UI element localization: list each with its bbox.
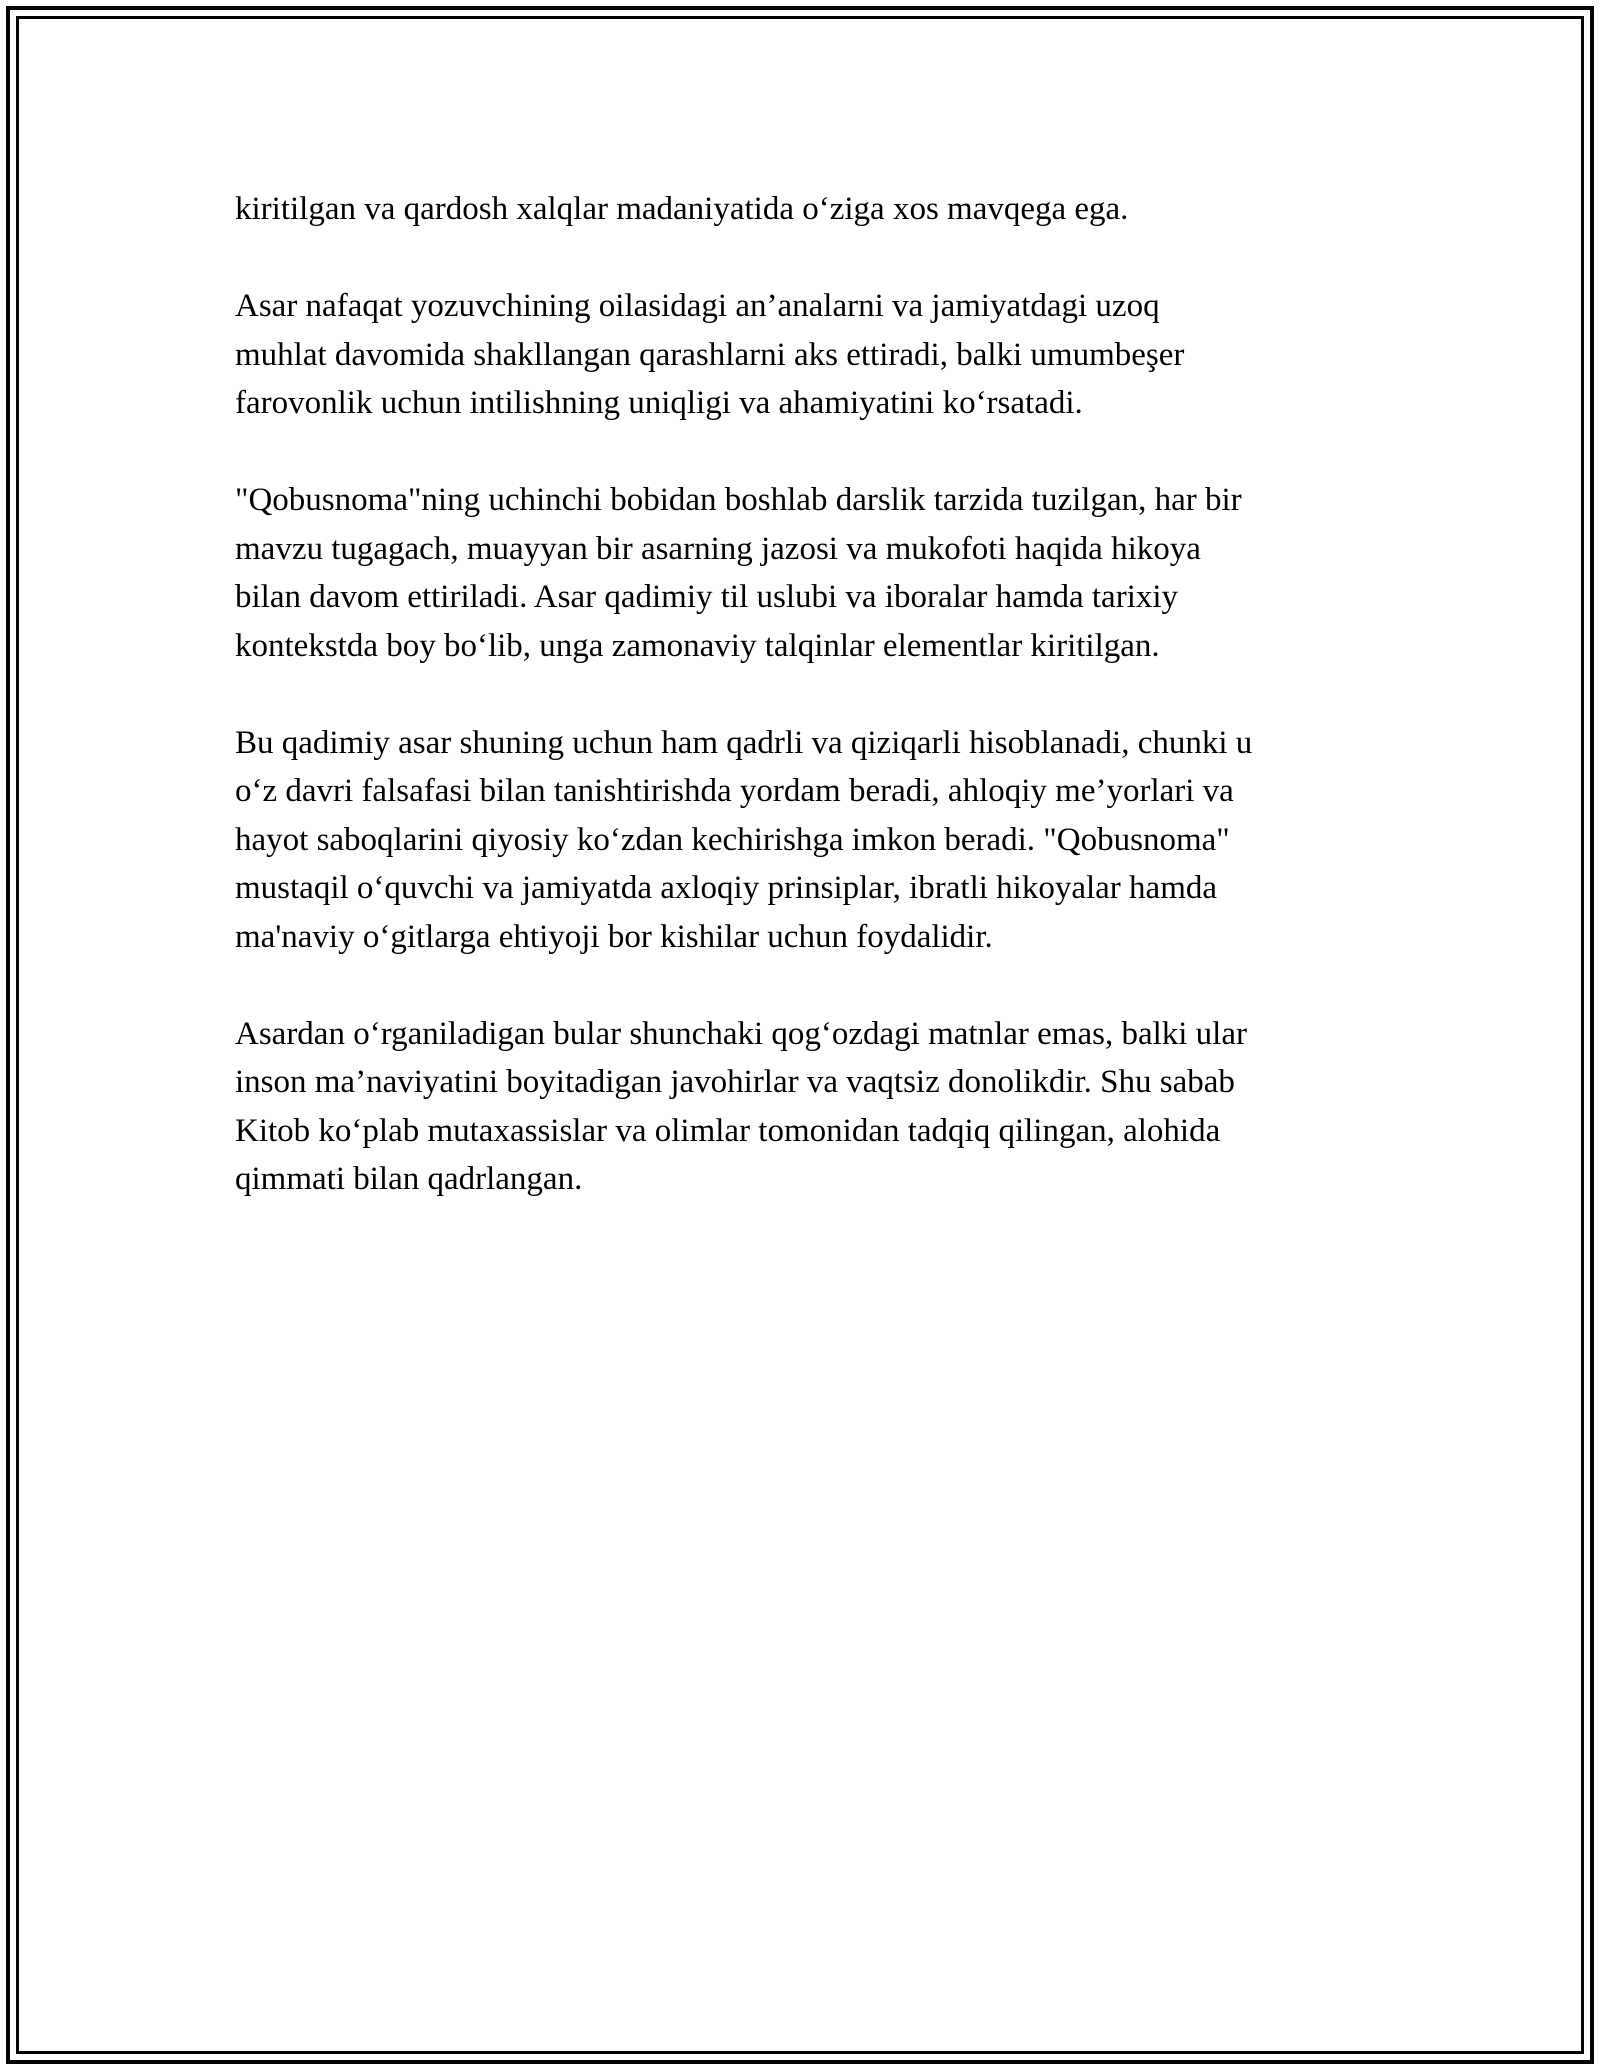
text-line: inson ma’naviyatini boyitadigan javohirlar va vaqtsiz donolikdir. Shu sabab (235, 1064, 1235, 1100)
text-line: kiritilgan va qardosh xalqlar madaniyatida o‘ziga xos mavqega ega. (235, 191, 1129, 227)
text-line: mustaqil o‘quvchi va jamiyatda axloqiy prinsiplar, ibratli hikoyalar hamda (235, 870, 1218, 906)
text-line: qimmati bilan qadrlangan. (235, 1161, 583, 1197)
document-body (235, 185, 1385, 1252)
text-line: farovonlik uchun intilishning uniqligi va ahamiyatini ko‘rsatadi. (235, 385, 1083, 421)
paragraph-1 (235, 185, 1385, 234)
text-line: Asardan o‘rganiladigan bular shunchaki qog‘ozdagi matnlar emas, balki ular (235, 1015, 1247, 1052)
paragraph-3 (235, 476, 1385, 670)
text-line: o‘z davri falsafasi bilan tanishtirishda yordam beradi, ahloqiy me’yorlari va (235, 773, 1234, 809)
paragraph-2 (235, 282, 1385, 428)
text-line: ma'naviy o‘gitlarga ehtiyoji bor kishilar uchun foydalidir. (235, 918, 993, 955)
text-line: Asar nafaqat yozuvchining oilasidagi an’analarni va jamiyatdagi uzoq (235, 288, 1160, 324)
text-line: kontekstda boy bo‘lib, unga zamonaviy talqinlar elementlar kiritilgan. (235, 627, 1160, 664)
text-line: hayot saboqlarini qiyosiy ko‘zdan kechirishga imkon beradi. "Qobusnoma" (235, 821, 1230, 858)
text-line: "Qobusnoma"ning uchinchi bobidan boshlab darslik tarzida tuzilgan, har bir (235, 482, 1242, 518)
paragraph-5 (235, 1010, 1385, 1204)
text-line: Kitob ko‘plab mutaxassislar va olimlar tomonidan tadqiq qilingan, alohida (235, 1112, 1221, 1149)
paragraph-4 (235, 719, 1385, 962)
text-line: mavzu tugagach, muayyan bir asarning jazosi va mukofoti haqida hikoya (235, 530, 1201, 567)
text-line: muhlat davomida shakllangan qarashlarni aks ettiradi, balki umumbeşer (235, 336, 1185, 373)
text-line: bilan davom ettiriladi. Asar qadimiy til uslubi va iboralar hamda tarixiy (235, 579, 1179, 615)
text-line: Bu qadimiy asar shuning uchun ham qadrli va qiziqarli hisoblanadi, chunki u (235, 724, 1253, 761)
